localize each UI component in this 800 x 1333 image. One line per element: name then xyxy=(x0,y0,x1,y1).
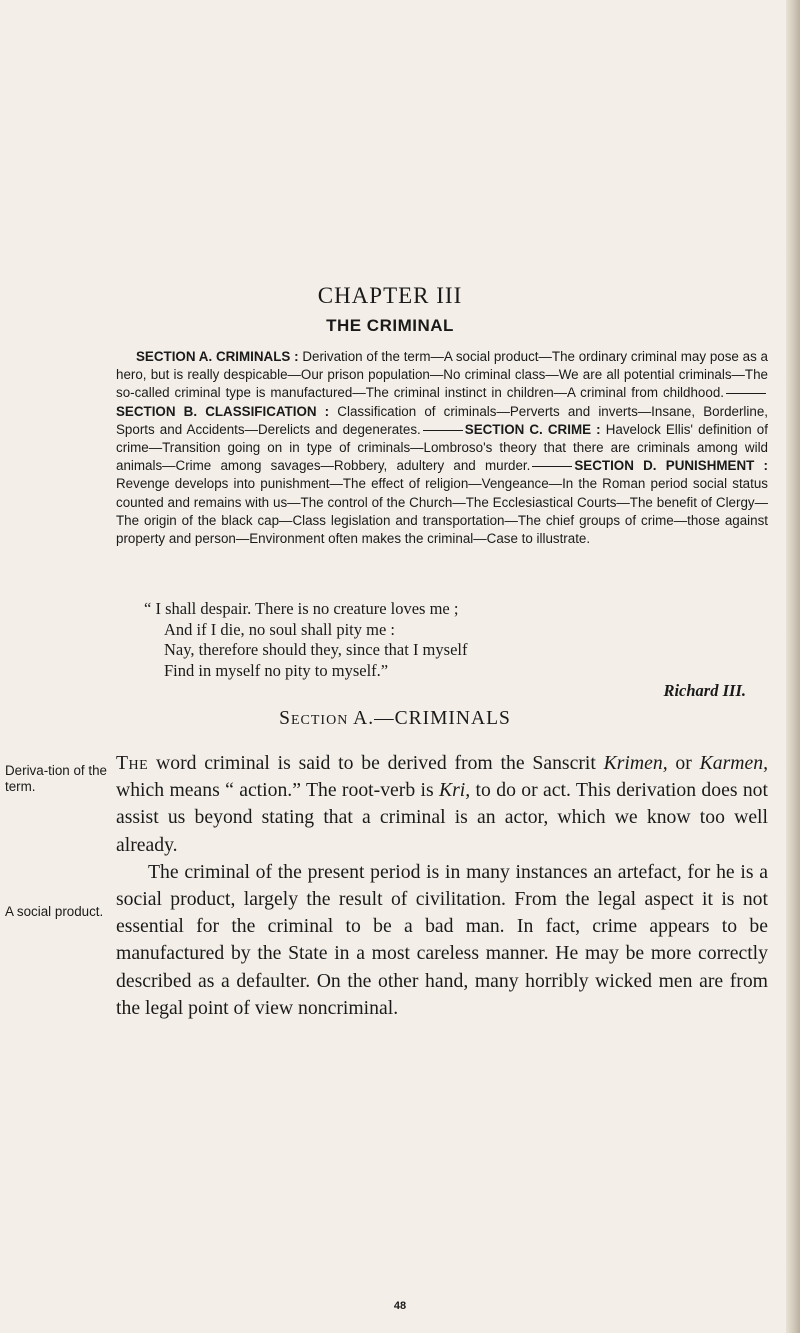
paragraph-text: word criminal is said to be derived from the Sanscrit xyxy=(148,752,604,774)
epigraph-line: “ I shall despair. There is no creature loves me ; xyxy=(144,599,459,618)
synopsis-section-a-text: Derivation of the term—A social product—The ordinary criminal may pose as a hero, but is really despicable—Our prison population—No criminal class—We are all potential criminals—The so-called criminal type is manufactured—The criminal instinct in children—A criminal from childhood. xyxy=(116,349,768,401)
paragraph-text: to do or act. This derivation does not assist us beyond stating that a criminal is an actor, which we know too well already. xyxy=(116,779,768,856)
synopsis-section-d-text: Revenge develops into punishment—The effect of religion—Vengeance—In the Roman period social status counted and remains with us—The control of the Church—The Ecclesiastical Courts—The benefit of Clergy—The origin of the black cap—Class legislation and transportation—The chief groups of crime—those against property and person—Environment often makes the criminal—Case to illustrate. xyxy=(116,476,768,547)
page-number: 48 xyxy=(393,1300,407,1312)
term-karmen: Karmen, xyxy=(699,752,768,774)
term-krimen: Krimen, xyxy=(603,752,668,774)
paragraph-lead-word: The xyxy=(116,752,149,774)
synopsis-section-d-label: SECTION D. PUNISHMENT : xyxy=(574,458,768,474)
epigraph-quote xyxy=(144,599,764,702)
section-heading-prefix: Section xyxy=(279,708,349,729)
synopsis-section-c-text: Havelock Ellis' definition of crime—Transition going on in type of criminals—Lombroso's theory that there are criminals among wild animals—Crime among savages—Robbery, adultery and murder. xyxy=(116,421,768,474)
paragraph: The criminal of the present period is in many instances an artefact, for he is a social product, largely the result of civilitation. From the legal aspect it is not essential for the criminal to be a bad man. In fact, crime appears to be manufactured by the State in a most careless manner. He may be more correctly described as a defaulter. On the other hand, many horribly wicked men are from the legal point of view noncriminal. xyxy=(116,860,768,1019)
synopsis-section-a-label: SECTION A. CRIMINALS : xyxy=(136,349,299,364)
synopsis-section-b-label: SECTION B. CLASSIFICATION : xyxy=(116,403,330,419)
margin-note-derivation: Deriva-tion of the term. xyxy=(5,763,107,794)
synopsis-dash xyxy=(532,466,572,467)
chapter-synopsis xyxy=(116,348,768,548)
epigraph-line: Find in myself no pity to myself.” xyxy=(164,660,389,680)
section-heading-rest: A.—CRIMINALS xyxy=(348,708,511,729)
epigraph-line: And if I die, no soul shall pity me : xyxy=(164,619,395,639)
paragraph xyxy=(116,750,768,859)
synopsis-section-b-text: Classification of criminals—Perverts and inverts—Insane, Borderline, Sports and Accidents—Derelicts and degenerates. xyxy=(116,403,768,437)
synopsis-section-c-label: SECTION C. CRIME : xyxy=(464,421,601,437)
page-edge-shadow xyxy=(786,0,800,1333)
epigraph-attribution: Richard III. xyxy=(663,681,746,700)
body-text xyxy=(116,750,768,1022)
term-kri: Kri, xyxy=(439,779,471,802)
paragraph-text: or xyxy=(667,752,700,774)
section-heading xyxy=(0,708,790,730)
paragraph-text: which means “ action.” The root-verb is xyxy=(116,779,440,802)
chapter-subtitle: THE CRIMINAL xyxy=(326,316,454,335)
chapter-title: CHAPTER III xyxy=(317,283,463,308)
synopsis-dash xyxy=(726,393,766,394)
synopsis-dash xyxy=(423,430,463,431)
margin-note-social-product: A social product. xyxy=(5,904,104,919)
epigraph-line: Nay, therefore should they, since that I myself xyxy=(164,640,468,659)
